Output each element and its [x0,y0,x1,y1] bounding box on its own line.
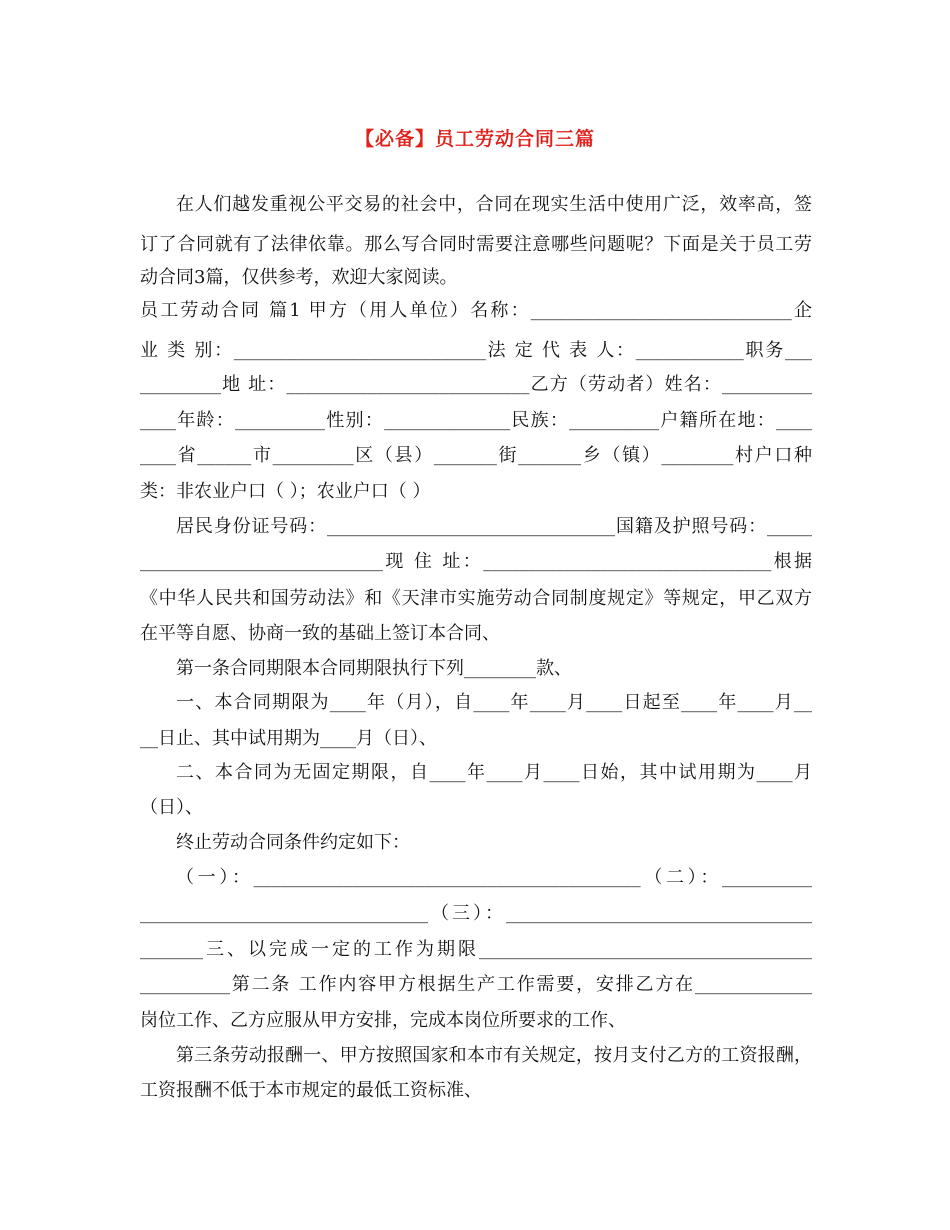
text-line: （一）：___________________________________________（二）：__________ [176,867,812,888]
text-line: ________________________________（三）：__________________________________ [140,903,812,924]
text-line: __________第二条 工作内容甲方根据生产工作需要，安排乙方在_____________ [140,974,812,995]
text-line: 工资报酬不低于本市规定的最低工资标准、 [140,1080,482,1101]
text-line: __日止、其中试用期为____月（日）、 [140,728,437,749]
text-line: 第三条劳动报酬一、甲方按照国家和本市有关规定，按月支付乙方的工资报酬， [176,1045,812,1066]
text-line: 第一条合同期限本合同期限执行下列________款、 [176,658,572,679]
text-line: 《中华人民共和国劳动法》和《天津市实施劳动合同制度规定》等规定，甲乙双方 [140,588,812,609]
text-line: ____省______市_________区（县）_______街_______乡（镇）________村户口种 [140,445,812,466]
text-line: （日）、 [140,797,203,818]
text-line: 二、本合同为无固定期限，自____年____月____日始，其中试用期为____月 [176,762,812,783]
text-line: _______三、以完成一定的工作为期限_____________________________________ [140,939,812,960]
text-line: 类：非农业户口（ ）；农业户口（ ） [140,481,431,502]
text-line: 终止劳动合同条件约定如下： [176,832,410,853]
text-line: ____年龄：__________性别：______________民族：__________户籍所在地：____ [140,410,812,431]
document-title: 【必备】员工劳动合同三篇 [354,128,595,150]
text-line: 业 类 别：____________________________法 定 代 表 人：____________职务___ [140,340,812,361]
text-line: 在人们越发重视公平交易的社会中，合同在现实生活中使用广泛，效率高，签 [176,194,812,215]
text-line: 在平等自愿、协商一致的基础上签订本合同、 [140,623,500,644]
text-line: 员工劳动合同 篇1 甲方（用人单位）名称：_____________________________企 [140,300,812,321]
text-line: 一、本合同期限为____年（月），自____年____月____日起至____年____月__ [176,692,812,713]
text-line: 动合同3篇，仅供参考，欢迎大家阅读。 [140,267,458,288]
text-line: ___________________________现 住 址：________________________________根据 [140,551,812,572]
text-line: _________地 址：___________________________乙方（劳动者）姓名：__________ [140,374,812,395]
text-line: 居民身份证号码：________________________________国籍及护照号码：_____ [176,516,812,537]
text-line: 岗位工作、乙方应服从甲方安排，完成本岗位所要求的工作、 [140,1010,626,1031]
text-line: 订了合同就有了法律依靠。那么写合同时需要注意哪些问题呢？下面是关于员工劳 [140,234,812,255]
